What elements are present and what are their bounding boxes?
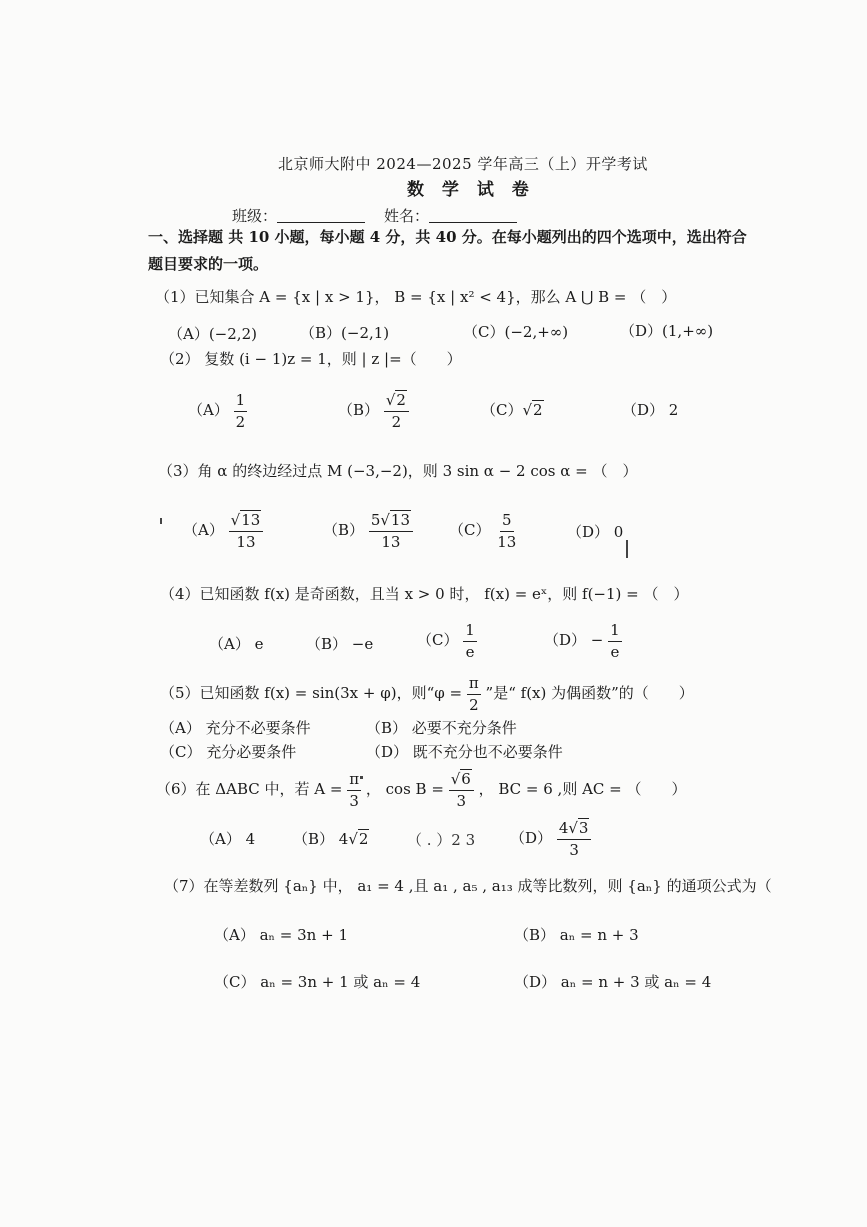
q3-c-num: 5 [500,512,514,532]
section-instructions-line2: 题目要求的一项。 [148,255,269,273]
q1-option-c: （C）(−2,+∞) [463,323,569,341]
q3-a-fraction [229,512,264,550]
q3-b-num: 5√ 13 [369,512,413,532]
q3-a-label: （A） [183,521,224,539]
q5-option-c: （C） 充分必要条件 [160,743,297,761]
q6-cos-pre: ， cos B = [365,780,444,798]
q7-option-b: （B） aₙ = n + 3 [514,926,639,944]
class-field [232,208,365,224]
q2-b-fraction [384,392,409,430]
q4-c-den: e [465,642,475,661]
q6-stem [156,771,687,809]
q6-option-a: （A） 4 [200,830,256,848]
q7-option-a: （A） aₙ = 3n + 1 [214,926,348,944]
q3-option-b [323,512,413,550]
q3-option-a [183,512,263,550]
q7-option-c: （C） aₙ = 3n + 1 或 aₙ = 4 [214,973,421,991]
q4-d-fraction [608,622,622,660]
scan-speck [626,540,628,558]
q2-option-c [481,403,544,418]
q5-stem-pre: （5）已知函数 f(x) = sin(3x + φ)，则“φ = [160,684,463,702]
q3-a-num: √ 13 [229,512,264,532]
q2-a-num: 1 [234,392,248,412]
class-label: 班级： [232,207,278,225]
q5-stem [160,675,694,713]
q6-option-b [293,832,369,847]
q3-option-d: （D） 0 [567,523,624,541]
q3-b-fraction [369,512,413,550]
q6-cos-fraction: √ $\frac{6}{3}$ [449,771,474,809]
q1-stem: （1）已知集合 A = {x | x > 1}， B = {x | x² < 4}，那么 A ⋃ B = （ ） [155,288,677,306]
q2-option-a [188,392,247,430]
q5-option-d: （D） 既不充分也不必要条件 [366,743,563,761]
q6-b-label: （B） 4 [293,830,349,848]
q6-d-label: （D） [510,829,553,847]
q4-d-num: 1 [608,622,622,642]
q2-a-fraction [234,392,248,430]
scan-speck [360,776,363,779]
q4-c-label: （C） [417,631,459,649]
q1-option-a: （A）(−2,2) [168,325,257,343]
q2-a-label: （A） [188,401,229,419]
q3-c-label: （C） [449,521,491,539]
q6-option-c: （ . ）2 3 [407,831,476,849]
scan-speck [160,518,162,524]
q5-fraction: $\frac{\pi}{2}$ [468,674,479,714]
q4-c-fraction [463,622,477,660]
q2-option-d: （D） 2 [622,401,679,419]
q7-option-d: （D） aₙ = n + 3 或 aₙ = 4 [514,973,712,991]
q4-d-den: e [610,642,620,661]
q6-d-fraction: $\frac{4√ 3}{3}$ [557,820,592,858]
q2-c-label: （C） [481,401,523,419]
q4-option-b: （B） −e [306,635,374,653]
q3-c-den: 13 [497,532,517,551]
q3-option-c [449,512,518,550]
exam-subtitle: 数 学 试 卷 [407,180,535,200]
q3-stem: （3）角 α 的终边经过点 M (−3,−2)，则 3 sin α − 2 cos α = （ ） [158,462,638,480]
class-blank [277,208,365,223]
name-blank [429,208,517,223]
q3-c-fraction [495,512,518,550]
q4-option-c [417,622,477,660]
q5-stem-post: ”是“ f(x) 为偶函数”的（ ） [485,684,694,702]
q4-option-d [544,622,622,660]
q2-c-radical: √ 2 [522,400,543,419]
q1-option-b: （B）(−2,1) [300,324,390,342]
q2-stem: （2） 复数 (i − 1)z = 1，则 | z |=（ ） [160,350,462,368]
q4-d-label: （D） − [544,631,604,649]
q2-b-den: 2 [391,412,402,431]
q4-stem: （4）已知函数 f(x) 是奇函数，且当 x > 0 时， f(x) = eˣ，则 f(−1) = （ ） [160,585,689,603]
q6-stem-pre: （6）在 ΔABC 中，若 A = [156,780,343,798]
q6-b-radical: √ 2 [348,829,369,848]
q4-c-num: 1 [463,622,477,642]
q7-stem: （7）在等差数列 {aₙ} 中， a₁ = 4 ,且 a₁ , a₅ , a₁₃ 成等比数列，则 {aₙ} 的通项公式为（ [164,877,772,895]
q4-option-a: （A） e [209,635,264,653]
q3-b-label: （B） [323,521,365,539]
q6-option-d [510,820,591,858]
exam-title: 北京师大附中 2024—2025 学年高三（上）开学考试 [278,155,648,173]
q3-b-den: 13 [381,532,401,551]
q5-option-b: （B） 必要不充分条件 [366,719,517,737]
section-instructions-line1: 一、选择题 共 10 小题，每小题 4 分，共 40 分。在每小题列出的四个选项中，选出符合 [148,228,747,246]
q6-a-fraction: $\frac{\pi}{3}$ [349,770,360,810]
q1-option-d: （D）(1,+∞) [620,322,714,340]
q3-a-den: 13 [236,532,256,551]
q2-option-b [338,392,409,430]
name-label: 姓名： [384,207,430,225]
q2-a-den: 2 [235,412,246,431]
q2-b-num: √ 2 [384,392,409,412]
q5-option-a: （A） 充分不必要条件 [160,719,311,737]
name-field [384,208,517,224]
q6-stem-post: ， BC = 6 ,则 AC = （ ） [478,780,687,798]
q2-b-label: （B） [338,401,380,419]
